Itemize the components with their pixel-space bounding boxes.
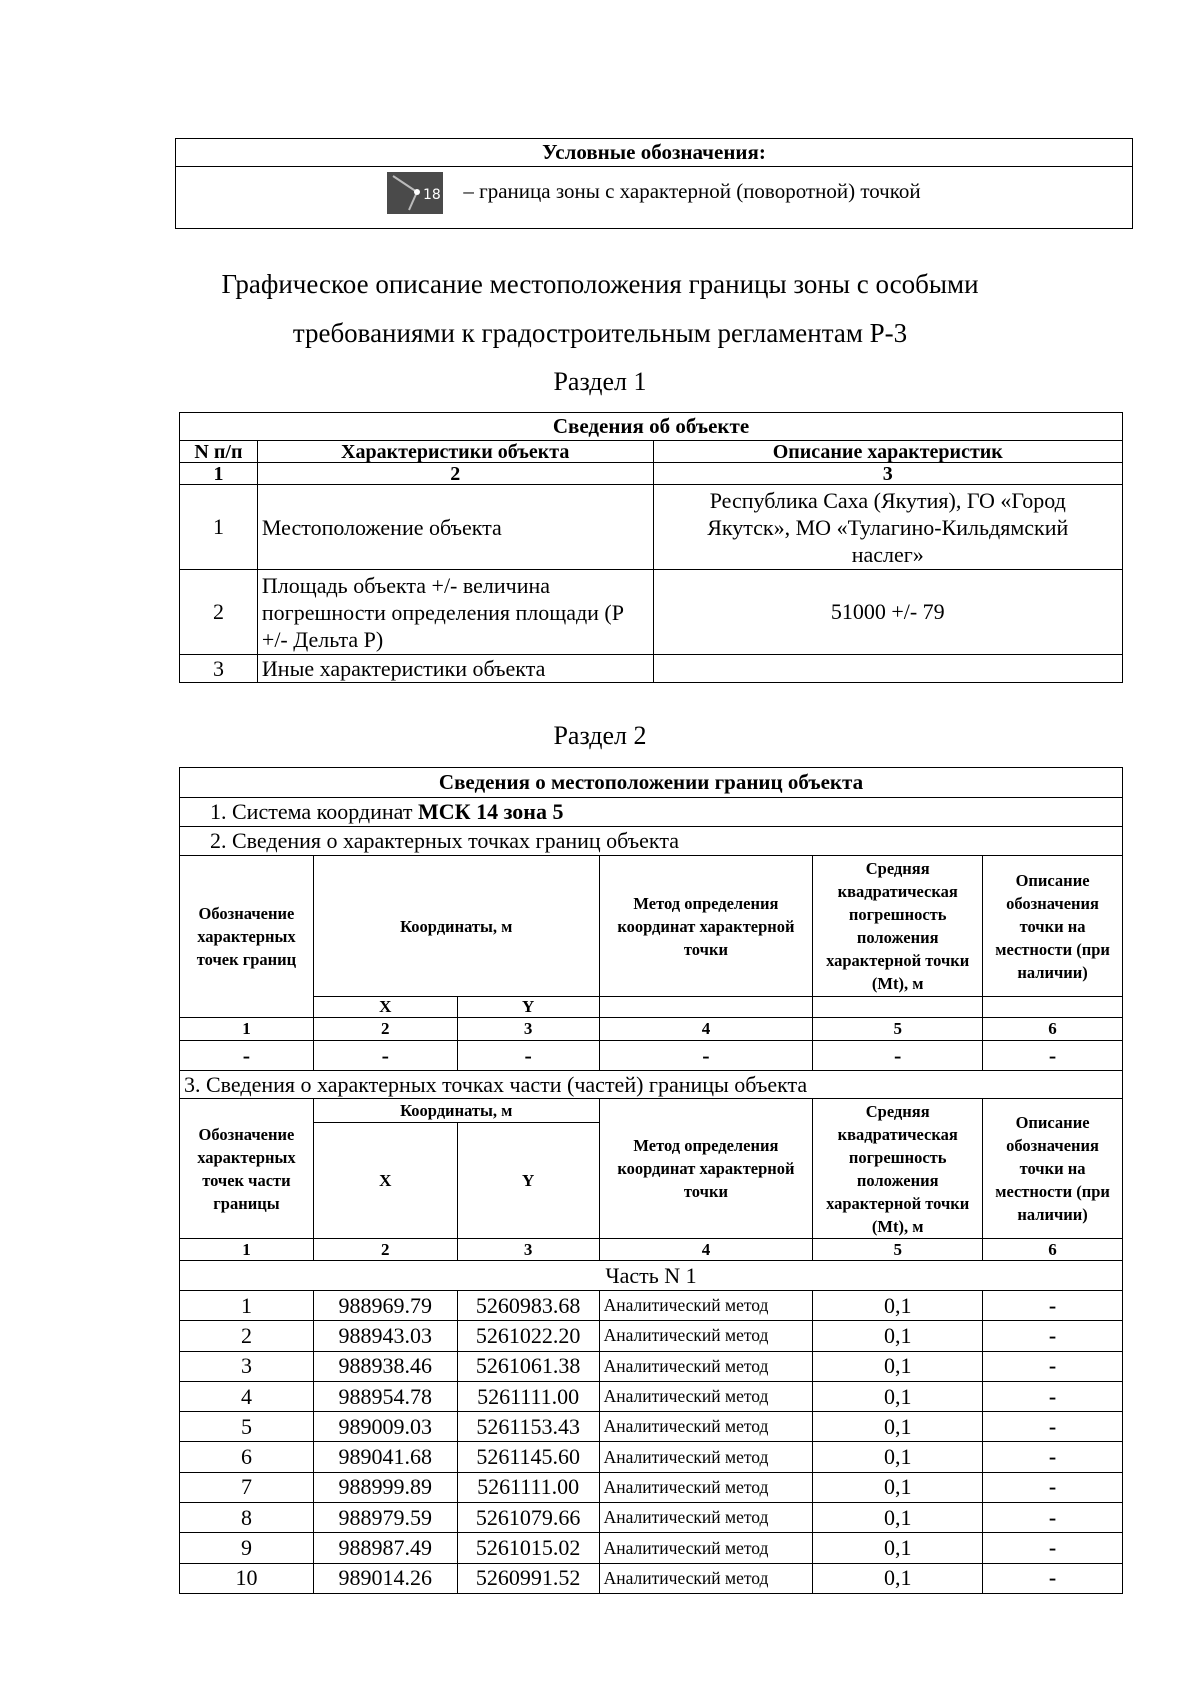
row-value: Республика Саха (Якутия), ГО «Город Якутск», МО «Тулагино-Кильдямский наслег» <box>653 485 1122 570</box>
point-description: - <box>983 1472 1123 1502</box>
index-cell: 3 <box>457 1018 599 1041</box>
index-cell: 2 <box>313 1239 457 1261</box>
empty-value: - <box>813 1041 983 1071</box>
index-cell: 2 <box>257 463 653 485</box>
coord-system-value: МСК 14 зона 5 <box>417 799 564 824</box>
table-row <box>180 1321 1123 1351</box>
points-list <box>180 1291 1123 1594</box>
point-method: Аналитический метод <box>599 1472 813 1502</box>
point-y: 5261111.00 <box>457 1381 599 1411</box>
header-description: Описание характеристик <box>653 441 1122 463</box>
table-row <box>180 1381 1123 1411</box>
document-title-line2: требованиями к градостроительным регламентам Р-3 <box>292 318 908 348</box>
point-error: 0,1 <box>813 1321 983 1351</box>
point-x: 988943.03 <box>313 1321 457 1351</box>
row-number: 1 <box>180 485 258 570</box>
point-y: 5261111.00 <box>457 1472 599 1502</box>
point-number: 10 <box>180 1563 314 1593</box>
table-row <box>180 1412 1123 1442</box>
object-info-table <box>179 412 1123 683</box>
parts-header-error: Средняя квадратическая погрешность положения характерной точки (Mt), м <box>813 1099 983 1239</box>
legend-table <box>175 138 1133 229</box>
point-method: Аналитический метод <box>599 1503 813 1533</box>
index-cell: 2 <box>313 1018 457 1041</box>
empty-cell <box>599 997 813 1018</box>
index-cell: 1 <box>180 1239 314 1261</box>
coord-system-row <box>180 798 1123 827</box>
section2-heading: Раздел 2 <box>553 721 647 750</box>
point-description: - <box>983 1563 1123 1593</box>
point-y: 5261015.02 <box>457 1533 599 1563</box>
table-row <box>180 1503 1123 1533</box>
point-description: - <box>983 1381 1123 1411</box>
point-description: - <box>983 1442 1123 1472</box>
empty-value: - <box>313 1041 457 1071</box>
point-error: 0,1 <box>813 1472 983 1502</box>
point-description: - <box>983 1412 1123 1442</box>
empty-value: - <box>180 1041 314 1071</box>
point-method: Аналитический метод <box>599 1412 813 1442</box>
point-description: - <box>983 1533 1123 1563</box>
point-y: 5261061.38 <box>457 1351 599 1381</box>
point-x: 988987.49 <box>313 1533 457 1563</box>
point-number: 8 <box>180 1503 314 1533</box>
point-error: 0,1 <box>813 1412 983 1442</box>
empty-value: - <box>457 1041 599 1071</box>
index-cell: 4 <box>599 1018 813 1041</box>
part-label: Часть N 1 <box>180 1261 1123 1291</box>
point-method: Аналитический метод <box>599 1321 813 1351</box>
point-x: 988979.59 <box>313 1503 457 1533</box>
parts-header-y: Y <box>457 1123 599 1239</box>
point-x: 988938.46 <box>313 1351 457 1381</box>
header-np: N п/п <box>180 441 258 463</box>
point-method: Аналитический метод <box>599 1351 813 1381</box>
point-error: 0,1 <box>813 1351 983 1381</box>
header-point-description: Описание обозначения точки на местности (при наличии) <box>983 856 1123 997</box>
table-row <box>180 1291 1123 1321</box>
point-y: 5261145.60 <box>457 1442 599 1472</box>
point-method: Аналитический метод <box>599 1563 813 1593</box>
point-error: 0,1 <box>813 1291 983 1321</box>
table-row <box>180 1351 1123 1381</box>
parts-header-designation: Обозначение характерных точек части границы <box>180 1099 314 1239</box>
parts-header-x: X <box>313 1123 457 1239</box>
row-number: 3 <box>180 655 258 683</box>
index-cell: 4 <box>599 1239 813 1261</box>
row-name: Иные характеристики объекта <box>257 655 653 683</box>
point-error: 0,1 <box>813 1442 983 1472</box>
point-y: 5261153.43 <box>457 1412 599 1442</box>
index-cell: 6 <box>983 1018 1123 1041</box>
point-method: Аналитический метод <box>599 1442 813 1472</box>
point-x: 988954.78 <box>313 1381 457 1411</box>
header-error: Средняя квадратическая погрешность положения характерной точки (Mt), м <box>813 856 983 997</box>
point-number: 5 <box>180 1412 314 1442</box>
index-cell: 6 <box>983 1239 1123 1261</box>
point-error: 0,1 <box>813 1533 983 1563</box>
legend-row <box>176 167 1133 229</box>
document-title-line1: Графическое описание местоположения границы зоны с особыми <box>221 269 979 299</box>
table-row <box>180 1533 1123 1563</box>
row-value <box>653 655 1122 683</box>
point-number: 3 <box>180 1351 314 1381</box>
point-number: 4 <box>180 1381 314 1411</box>
point-y: 5261079.66 <box>457 1503 599 1533</box>
point-method: Аналитический метод <box>599 1291 813 1321</box>
parts-header-coords: Координаты, м <box>313 1099 599 1123</box>
index-cell: 5 <box>813 1239 983 1261</box>
point-error: 0,1 <box>813 1381 983 1411</box>
row-name: Местоположение объекта <box>257 485 653 570</box>
point-number: 6 <box>180 1442 314 1472</box>
point-x: 989041.68 <box>313 1442 457 1472</box>
point-x: 988969.79 <box>313 1291 457 1321</box>
header-characteristics: Характеристики объекта <box>257 441 653 463</box>
point-number: 9 <box>180 1533 314 1563</box>
point-y: 5261022.20 <box>457 1321 599 1351</box>
table-row <box>180 1472 1123 1502</box>
point-method: Аналитический метод <box>599 1381 813 1411</box>
row-value: 51000 +/- 79 <box>653 570 1122 655</box>
boundary-location-title: Сведения о местоположении границ объекта <box>180 768 1123 798</box>
header-method: Метод определения координат характерной точки <box>599 856 813 997</box>
boundary-location-table <box>179 767 1123 1594</box>
point-number: 2 <box>180 1321 314 1351</box>
point-x: 988999.89 <box>313 1472 457 1502</box>
legend-description: – граница зоны с характерной (поворотной) точкой <box>463 178 921 203</box>
point-number: 1 <box>180 1291 314 1321</box>
point-description: - <box>983 1351 1123 1381</box>
index-cell: 1 <box>180 463 258 485</box>
point-number: 7 <box>180 1472 314 1502</box>
point-y: 5260991.52 <box>457 1563 599 1593</box>
row-name: Площадь объекта +/- величина погрешности определения площади (Р +/- Дельта Р) <box>257 570 653 655</box>
point-description: - <box>983 1291 1123 1321</box>
empty-value: - <box>599 1041 813 1071</box>
point-error: 0,1 <box>813 1563 983 1593</box>
object-info-title: Сведения об объекте <box>180 413 1123 441</box>
point-method: Аналитический метод <box>599 1533 813 1563</box>
point-error: 0,1 <box>813 1503 983 1533</box>
parts-header-point-description: Описание обозначения точки на местности (при наличии) <box>983 1099 1123 1239</box>
empty-cell <box>813 997 983 1018</box>
header-designation: Обозначение характерных точек границ <box>180 856 314 1018</box>
row-number: 2 <box>180 570 258 655</box>
header-x: X <box>313 997 457 1018</box>
point-y: 5260983.68 <box>457 1291 599 1321</box>
index-cell: 3 <box>653 463 1122 485</box>
parts-section-title: 3. Сведения о характерных точках части (частей) границы объекта <box>180 1071 1123 1099</box>
parts-header-method: Метод определения координат характерной точки <box>599 1099 813 1239</box>
points-section-title: 2. Сведения о характерных точках границ объекта <box>180 827 1123 856</box>
coord-system-label: 1. Система координат <box>210 799 418 824</box>
legend-title: Условные обозначения: <box>176 139 1133 167</box>
point-description: - <box>983 1503 1123 1533</box>
header-coords: Координаты, м <box>313 856 599 997</box>
empty-cell <box>983 997 1123 1018</box>
boundary-point-marker-icon <box>387 172 443 214</box>
marker-label: 18 <box>423 187 442 203</box>
index-cell: 3 <box>457 1239 599 1261</box>
table-row <box>180 1563 1123 1593</box>
point-x: 989009.03 <box>313 1412 457 1442</box>
empty-value: - <box>983 1041 1123 1071</box>
header-y: Y <box>457 997 599 1018</box>
index-cell: 1 <box>180 1018 314 1041</box>
point-x: 989014.26 <box>313 1563 457 1593</box>
index-cell: 5 <box>813 1018 983 1041</box>
table-row <box>180 1442 1123 1472</box>
point-description: - <box>983 1321 1123 1351</box>
section1-heading: Раздел 1 <box>553 367 647 396</box>
